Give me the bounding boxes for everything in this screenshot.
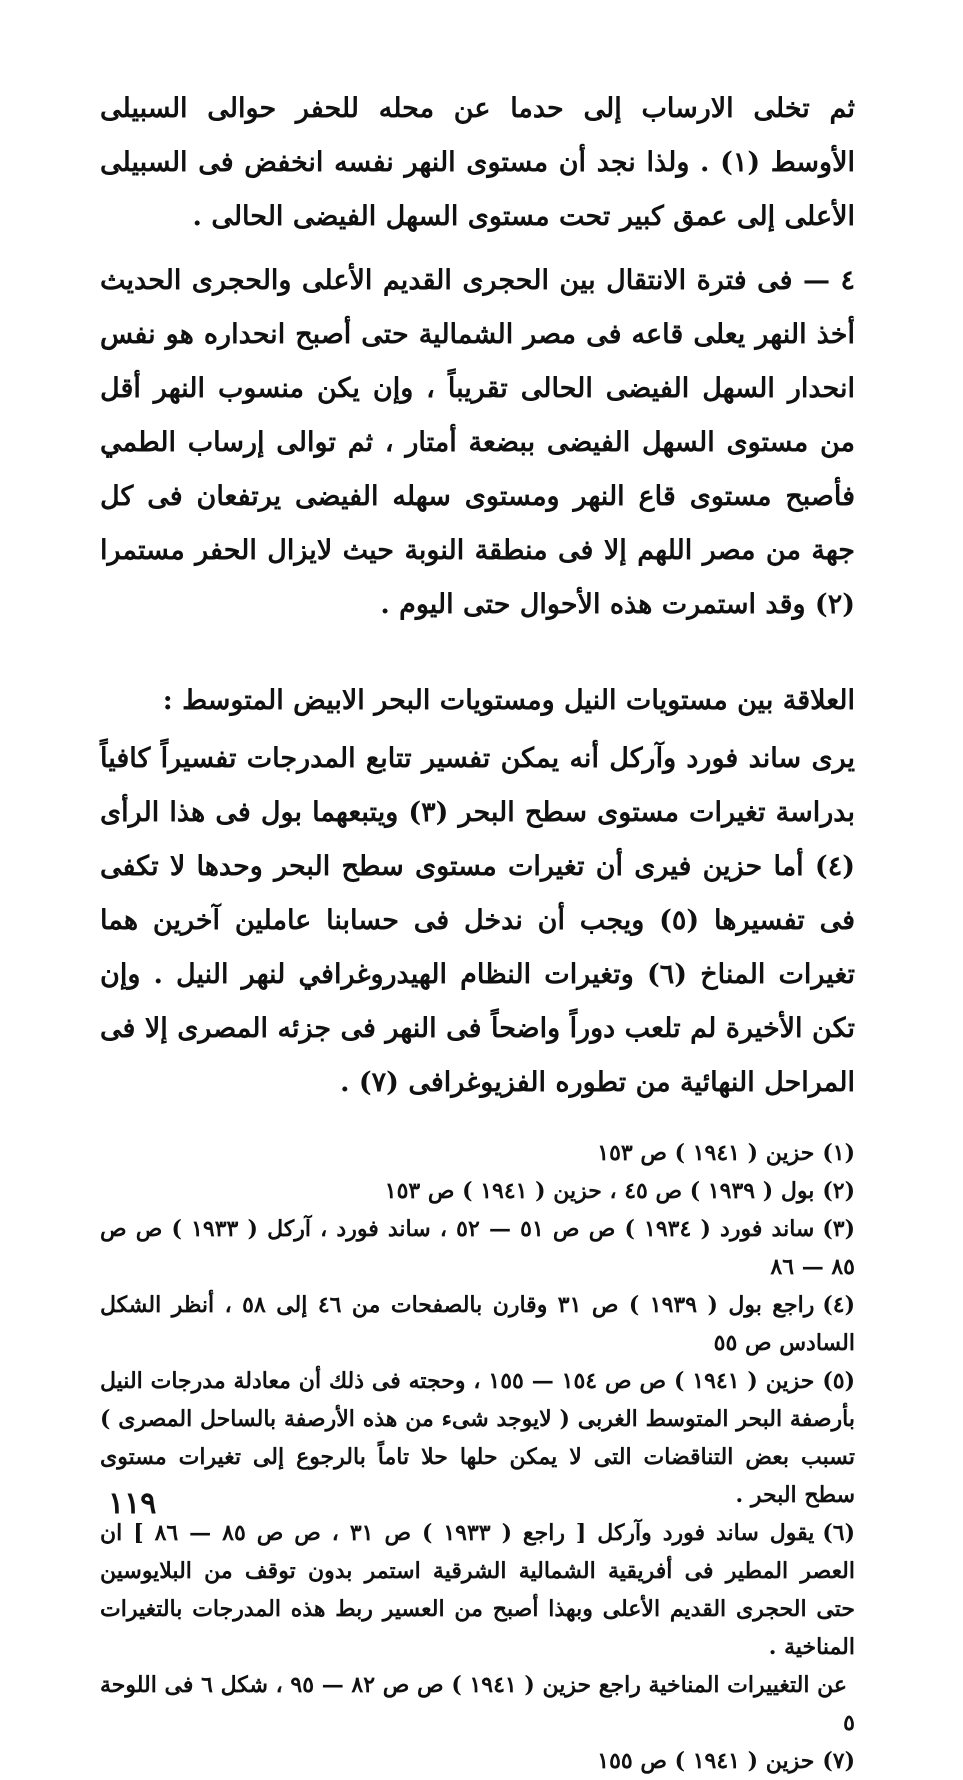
footnote [100, 1286, 855, 1362]
footnote-text: حزين ( ١٩٤١ ) ص ١٥٥ [597, 1748, 815, 1774]
footnote [100, 1514, 855, 1666]
footnote-text: عن التغييرات المناخية راجع حزين ( ١٩٤١ ) ص ص ٨٢ — ٩٥ ، شكل ٦ فى اللوحة ٥ [100, 1672, 855, 1736]
footnotes [100, 1134, 855, 1780]
footnote-number: (٧) [822, 1748, 855, 1774]
footnote-text: حزين ( ١٩٤١ ) ص ص ١٥٤ — ١٥٥ ، وحجته فى ذلك أن معادلة مدرجات النيل بأرصفة البحر المتوسط الغربى ( لايوجد شىء من هذه الأرصفة بالساحل المصرى ) تسبب بعض التناقضات التى لا يمكن حلها حلا تاماً بالرجوع إلى تغيرات مستوى سطح البحر . [100, 1368, 855, 1508]
footnote [100, 1666, 855, 1742]
footnote-text: حزين ( ١٩٤١ ) ص ١٥٣ [597, 1140, 815, 1166]
footnote [100, 1172, 855, 1210]
footnote [100, 1362, 855, 1514]
footnote-number: (٢) [822, 1178, 855, 1204]
footnote-number: (٤) [822, 1292, 855, 1318]
footnote [100, 1134, 855, 1172]
footnote-number: (٥) [822, 1368, 855, 1394]
footnote-text: ساند فورد ( ١٩٣٤ ) ص ص ٥١ — ٥٢ ، ساند فورد ، آركل ( ١٩٣٣ ) ص ص ٨٥ — ٨٦ [100, 1216, 855, 1280]
page-number: ١١٩ [108, 1486, 157, 1521]
paragraph-1: ثم تخلى الارساب إلى حدما عن محله للحفر حوالى السبيلى الأوسط (١) . ولذا نجد أن مستوى النهر نفسه انخفض فى السبيلى الأعلى إلى عمق كبير تحت مستوى السهل الفيضى الحالى . [100, 93, 855, 232]
footnote-number: (٣) [822, 1216, 856, 1242]
footnote [100, 1742, 855, 1780]
footnote-number: (٦) [822, 1520, 856, 1546]
paragraph-2: ٤ — فى فترة الانتقال بين الحجرى القديم الأعلى والحجرى الحديث أخذ النهر يعلى قاعه فى مصر الشمالية حتى أصبح انحداره هو نفس انحدار السهل الفيضى الحالى تقريباً ، وإن يكن منسوب النهر أقل من مستوى السهل الفيضى ببضعة أمتار ، ثم توالى إرساب الطمي فأصبح مستوى قاع النهر ومستوى سهله الفيضى يرتفعان فى كل جهة من مصر اللهم إلا فى منطقة النوبة حيث لايزال الحفر مستمرا (٢) وقد استمرت هذه الأحوال حتى اليوم . [100, 265, 855, 620]
main-text [100, 82, 855, 1110]
footnote-text: راجع بول ( ١٩٣٩ ) ص ٣١ وقارن بالصفحات من ٤٦ إلى ٥٨ ، أنظر الشكل السادس ص ٥٥ [100, 1292, 855, 1356]
section-heading: العلاقة بين مستويات النيل ومستويات البحر الابيض المتوسط : [162, 685, 855, 716]
footnote-text: بول ( ١٩٣٩ ) ص ٤٥ ، حزين ( ١٩٤١ ) ص ١٥٣ [384, 1178, 815, 1204]
footnote-number: (١) [822, 1140, 855, 1166]
paragraph-3: يرى ساند فورد وآركل أنه يمكن تفسير تتابع المدرجات تفسيراً كافياً بدراسة تغيرات مستوى سطح البحر (٣) ويتبعهما بول فى هذا الرأى (٤) أما حزين فيرى أن تغيرات مستوى سطح البحر وحدها لا تكفى فى تفسيرها (٥) ويجب أن ندخل فى حسابنا عاملين آخرين هما تغيرات المناخ (٦) وتغيرات النظام الهيدروغرافي لنهر النيل . وإن تكن الأخيرة لم تلعب دوراً واضحاً فى النهر فى جزئه المصرى إلا فى المراحل النهائية من تطوره الفزيوغرافى (٧) . [100, 743, 855, 1098]
footnote [100, 1210, 855, 1286]
footnote-text: يقول ساند فورد وآركل [ راجع ( ١٩٣٣ ) ص ٣١ ، ص ص ٨٥ — ٨٦ ] ان العصر المطير فى أفريقية الشمالية الشرقية استمر بدون توقف من البلايوسين حتى الحجرى القديم الأعلى وبهذا أصبح من العسير ربط هذه المدرجات بالتغيرات المناخية . [100, 1520, 855, 1660]
